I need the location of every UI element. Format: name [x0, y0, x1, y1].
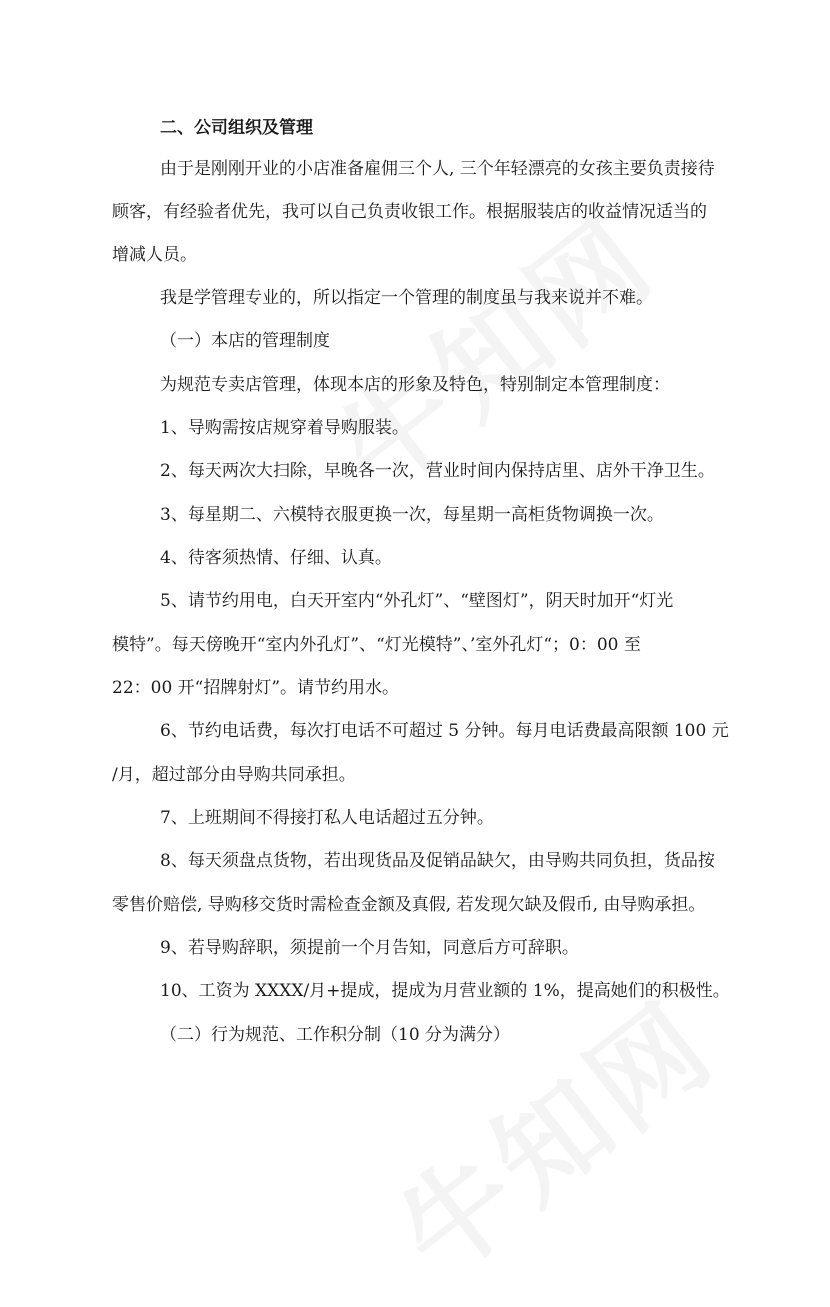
paragraph-line: 由于是刚刚开业的小店准备雇佣三个人, 三个年轻漂亮的女孩主要负责接待 — [160, 159, 715, 179]
subsection-heading: （二）行为规范、工作积分制（10 分为满分） — [160, 1025, 511, 1045]
rule-item: 2、每天两次大扫除，早晚各一次，营业时间内保持店里、店外干净卫生。 — [160, 461, 715, 481]
rule-item: 8、每天须盘点货物，若出现货品及促销品缺欠，由导购共同负担，货品按 — [160, 851, 715, 871]
rule-item: 7、上班期间不得接打私人电话超过五分钟。 — [160, 808, 494, 828]
paragraph-line: 为规范专卖店管理，体现本店的形象及特色，特别制定本管理制度： — [160, 375, 670, 395]
rule-item: 10、工资为 XXXX/月+提成，提成为月营业额的 1%，提高她们的积极性。 — [160, 981, 730, 1001]
rule-item: 1、导购需按店规穿着导购服装。 — [160, 418, 409, 438]
paragraph-line: 顾客，有经验者优先，我可以自己负责收银工作。根据服装店的收益情况适当的 — [112, 202, 707, 222]
rule-item-continued: /月，超过部分由导购共同承担。 — [112, 765, 356, 785]
paragraph-line: 我是学管理专业的，所以指定一个管理的制度虽与我来说并不难。 — [160, 288, 653, 308]
rule-item-continued: 模特”。每天傍晚开“室内外孔灯”、“灯光模特”、’室外孔灯“；0：00 至 — [112, 635, 641, 655]
paragraph-line: 增减人员。 — [112, 245, 197, 265]
watermark — [360, 958, 743, 1307]
rule-item-continued: 22：00 开“招牌射灯”。请节约用水。 — [112, 678, 400, 698]
subsection-heading: （一）本店的管理制度 — [160, 331, 330, 351]
rule-item: 3、每星期二、六模特衣服更换一次，每星期一高柜货物调换一次。 — [160, 505, 664, 525]
rule-item: 5、请节约用电，白天开室内“外孔灯”、“壁图灯”，阴天时加开“灯光 — [160, 591, 674, 611]
section-heading: 二、公司组织及管理 — [160, 118, 313, 138]
rule-item: 4、待客须热情、仔细、认真。 — [160, 548, 392, 568]
rule-item: 9、若导购辞职，须提前一个月告知，同意后方可辞职。 — [160, 938, 579, 958]
rule-item-continued: 零售价赔偿, 导购移交货时需检查金额及真假, 若发现欠缺及假币, 由导购承担。 — [112, 895, 706, 915]
rule-item: 6、节约电话费，每次打电话不可超过 5 分钟。每月电话费最高限额 100 元 — [160, 721, 729, 741]
